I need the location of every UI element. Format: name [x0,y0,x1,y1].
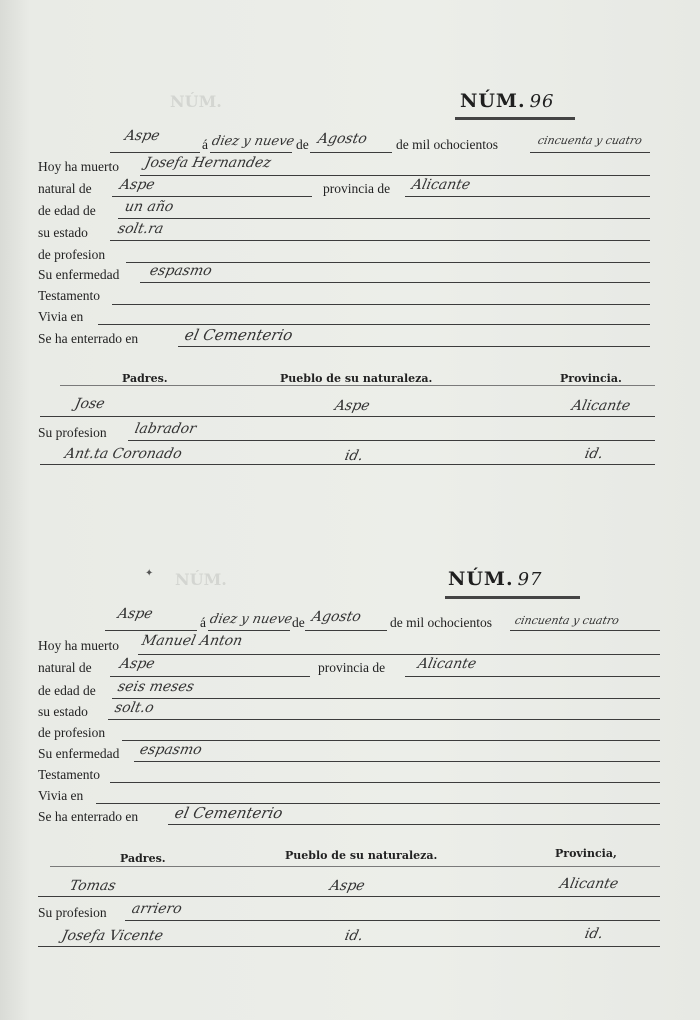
rule [50,866,660,867]
label-de: de [296,137,309,152]
label-profesion: de profesion [38,725,106,740]
rule [310,152,392,153]
rule [510,630,660,631]
place-handwritten: Aspe [123,128,162,144]
label-natural: natural de [38,181,92,196]
rule [112,196,312,197]
provincia-handwritten: Alicante [416,656,478,672]
rule [110,152,200,153]
col-padres: Padres. [122,372,168,385]
label-enfermedad: Su enfermedad [38,746,120,761]
rule [208,630,290,631]
ghost-bleed-text: NÚM. [175,570,227,589]
padre-name: Tomas [68,878,118,894]
label-enterrado: Se ha enterrado en [38,809,139,824]
padre-profesion: arriero [130,901,184,917]
label-su-profesion: Su profesion [38,905,107,920]
col-padres: Padres. [120,852,166,865]
label-estado: su estado [38,225,88,240]
col-pueblo: Pueblo de su naturaleza. [280,372,433,385]
entry-number-value: 97 [517,569,543,590]
rule [128,440,655,441]
estado-handwritten: solt.ra [116,221,165,237]
label-profesion: de profesion [38,247,106,262]
col-provincia: Provincia. [560,372,622,385]
rule [125,920,660,921]
rule [168,824,660,825]
entry-number [460,90,555,112]
deceased-name: Josefa Hernandez [143,155,273,171]
deceased-name: Manuel Anton [140,633,244,649]
madre-pueblo: id. [343,928,365,944]
rule [138,654,660,655]
padre-pueblo: Aspe [333,398,372,414]
label-vivia: Vivia en [38,309,84,324]
label-provincia: provincia de [323,181,391,196]
rule [105,630,197,631]
number-underline [455,117,575,120]
estado-handwritten: solt.o [113,700,156,716]
madre-pueblo: id. [343,448,365,464]
col-pueblo: Pueblo de su naturaleza. [285,849,438,862]
rule [110,782,660,783]
padre-provincia: Alicante [558,876,620,892]
label-a: á [202,137,208,152]
rule [40,464,655,465]
label-edad: de edad de [38,203,96,218]
entry-number-value: 96 [529,91,555,112]
label-vivia: Vivia en [38,788,84,803]
provincia-handwritten: Alicante [410,177,472,193]
rule [38,896,660,897]
rule [405,676,660,677]
madre-provincia: id. [583,446,605,462]
label-year: de mil ochocientos [396,137,498,152]
rule [112,698,660,699]
natural-handwritten: Aspe [118,177,157,193]
natural-handwritten: Aspe [118,656,157,672]
month-handwritten: Agosto [310,609,363,625]
label-a: á [200,615,206,630]
rule [118,218,650,219]
rule [108,719,660,720]
year-handwritten: cincuenta y cuatro [536,134,644,147]
number-underline [445,596,580,599]
col-provincia: Provincia, [555,847,617,860]
day-handwritten: diez y nueve [208,612,294,627]
rule [98,324,650,325]
rule [112,304,650,305]
madre-provincia: id. [583,926,605,942]
rule [140,175,650,176]
label-estado: su estado [38,704,88,719]
label-natural: natural de [38,660,92,675]
rule [178,346,650,347]
padre-name: Jose [73,396,107,412]
label-testamento: Testamento [38,767,101,782]
ink-mark: ✦ [145,568,154,579]
label-edad: de edad de [38,683,96,698]
edad-handwritten: un año [123,199,175,215]
month-handwritten: Agosto [316,131,369,147]
label-de: de [292,615,305,630]
label-hoy-ha-muerto: Hoy ha muerto [38,159,119,174]
padre-profesion: labrador [133,421,198,437]
madre-name: Josefa Vicente [60,928,165,944]
label-su-profesion: Su profesion [38,425,107,440]
enterrado-handwritten: el Cementerio [173,804,285,822]
entry-number [448,568,543,590]
label-enterrado: Se ha enterrado en [38,331,139,346]
label-testamento: Testamento [38,288,101,303]
entry-number-label: NÚM. [448,568,514,590]
label-hoy-ha-muerto: Hoy ha muerto [38,638,119,653]
rule [134,761,660,762]
rule [140,282,650,283]
year-handwritten: cincuenta y cuatro [513,614,621,627]
madre-name: Ant.ta Coronado [63,446,184,462]
rule [60,385,655,386]
rule [305,630,387,631]
rule [122,740,660,741]
enfermedad-handwritten: espasmo [148,263,214,279]
label-year: de mil ochocientos [390,615,492,630]
rule [405,196,650,197]
rule [38,946,660,947]
rule [530,152,650,153]
padre-provincia: Alicante [570,398,632,414]
place-handwritten: Aspe [116,606,155,622]
ghost-bleed-text: NÚM. [170,92,222,111]
rule [40,416,655,417]
edad-handwritten: seis meses [116,679,196,695]
entry-number-label: NÚM. [460,90,526,112]
rule [110,676,310,677]
enfermedad-handwritten: espasmo [138,742,204,758]
rule [210,152,292,153]
label-provincia: provincia de [318,660,386,675]
enterrado-handwritten: el Cementerio [183,326,295,344]
label-enfermedad: Su enfermedad [38,267,120,282]
padre-pueblo: Aspe [328,878,367,894]
rule [110,240,650,241]
day-handwritten: diez y nueve [210,134,296,149]
